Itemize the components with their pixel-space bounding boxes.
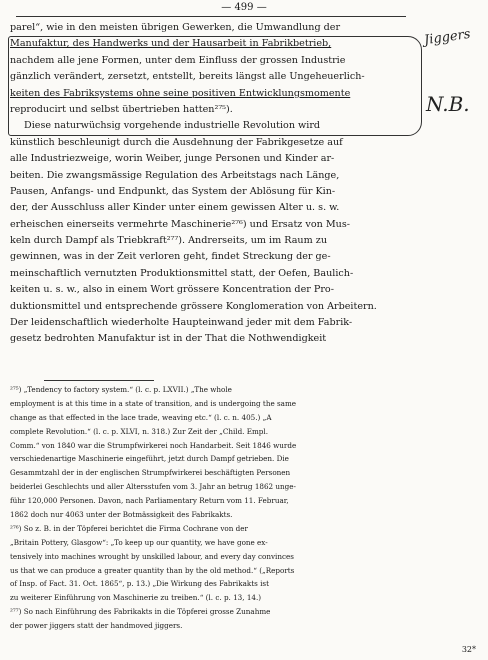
body-line: gewinnen, was in der Zeit verloren geht, findet Streckung der ge- [10,251,331,263]
body-line: keiten u. s. w., also in einem Wort grössere Koncentration der Pro- [10,284,334,296]
body-line: duktionsmittel und entsprechende grössere Konglomeration von Arbeitern. [10,300,377,312]
body-line: keiten des Fabriksystems ohne seine positiven Entwicklungsmomente [10,87,351,99]
body-line: gänzlich verändert, zersetzt, entstellt, bereits längst alle Ungeheuerlich- [10,71,365,83]
body-line: erheischen einerseits vermehrte Maschinerie²⁷⁶) und Ersatz von Mus- [10,218,350,230]
footnote-line: Comm.“ von 1840 war die Strumpfwirkerei noch Handarbeit. Seit 1846 wurde [10,440,297,450]
footnote-line: ²⁷⁷) So nach Einführung des Fabrikakts in die Töpferei grosse Zunahme [10,607,271,617]
footnote-line: führ 120,000 Personen. Davon, nach Parliamentary Return vom 11. Februar, [10,496,289,506]
body-line: reproducirt und selbst übertrieben hatten²⁷⁵). [10,103,233,115]
footnote-line: complete Revolution.“ (l. c. p. XLVI, n. 318.) Zur Zeit der „Child. Empl. [10,426,268,436]
footnote-line: Gesammtzahl der in der englischen Strumpfwirkerei beschäftigten Personen [10,468,291,478]
body-line: meinschaftlich vernutzten Produktionsmittel statt, der Oefen, Baulich- [10,267,354,279]
body-line: der, der Ausschluss aller Kinder unter einem gewissen Alter u. s. w. [10,202,340,214]
footnote-line: us that we can produce a greater quantity than by the old method.“ („Reports [10,565,295,575]
body-line: Diese naturwüchsig vorgehende industrielle Revolution wird [24,120,321,132]
footnote-line: beiderlei Geschlechts und aller Altersstufen vom 3. Jahr an betrug 1862 unge- [10,482,296,492]
footnote-line: ²⁷⁶) So z. B. in der Töpferei berichtet die Firma Cochrane von der [10,523,248,533]
footnotes [10,383,410,633]
footnote-line: employment is at this time in a state of transition, and is undergoing the same [10,398,297,408]
body-line: Pausen, Anfangs- und Endpunkt, das System der Ablösung für Kin- [10,185,336,197]
body-line: Der leidenschaftlich wiederholte Haupteinwand jeder mit dem Fabrik- [10,317,353,329]
body-line: künstlich beschleunigt durch die Ausdehnung der Fabrikgesetze auf [10,136,343,148]
body-line: parel“, wie in den meisten übrigen Gewerken, die Umwandlung der [10,22,341,33]
footnote-line: „Britain Pottery, Glasgow“: „To keep up our quantity, we have gone ex- [10,537,268,547]
margin-note-jiggers: Jiggers [423,26,472,49]
body-line: keln durch Dampf als Triebkraft²⁷⁷). Andrerseits, um im Raum zu [10,235,327,247]
footnote-line: tensively into machines wrought by unskilled labour, and every day convinces [10,551,294,561]
body-line: Manufaktur, des Handwerks und der Hausarbeit in Fabrikbetrieb, [10,38,332,50]
page-number: — 499 — [221,2,267,13]
footnote-line: change as that effected in the lace trade, weaving etc.“ (l. c. n. 405.) „A [10,412,272,422]
signature-mark: 32* [461,645,476,654]
header-rule [16,16,406,17]
body-line: nachdem alle jene Formen, unter dem Einfluss der grossen Industrie [10,54,346,66]
margin-note-nb: N.B. [426,92,470,116]
footnote-line: 1862 doch nur 4063 unter der Botmässigkeit des Fabrikakts. [10,510,233,520]
footnote-line: der power jiggers statt der handmoved jiggers. [10,621,183,631]
body-line: alle Industriezweige, worin Weiber, junge Personen und Kinder ar- [10,153,335,165]
footnote-line: of Insp. of Fact. 31. Oct. 1865“, p. 13.) „Die Wirkung des Fabrikakts ist [10,579,269,589]
footnote-line: ²⁷⁵) „Tendency to factory system.“ (l. c. p. LXVII.) „The whole [10,385,232,394]
body-line: beiten. Die zwangsmässige Regulation des Arbeitstags nach Länge, [10,169,340,181]
footnote-line: verschiedenartige Maschinerie eingeführt, jetzt durch Dampf getrieben. Die [10,454,289,464]
footnote-line: zu weiterer Einführung von Maschinerie zu treiben.“ (l. c. p. 13, 14.) [10,593,262,603]
body-text [10,20,410,348]
footnote-separator [44,380,154,381]
body-line: gesetz bedrohten Manufaktur ist in der That die Nothwendigkeit [10,333,327,345]
